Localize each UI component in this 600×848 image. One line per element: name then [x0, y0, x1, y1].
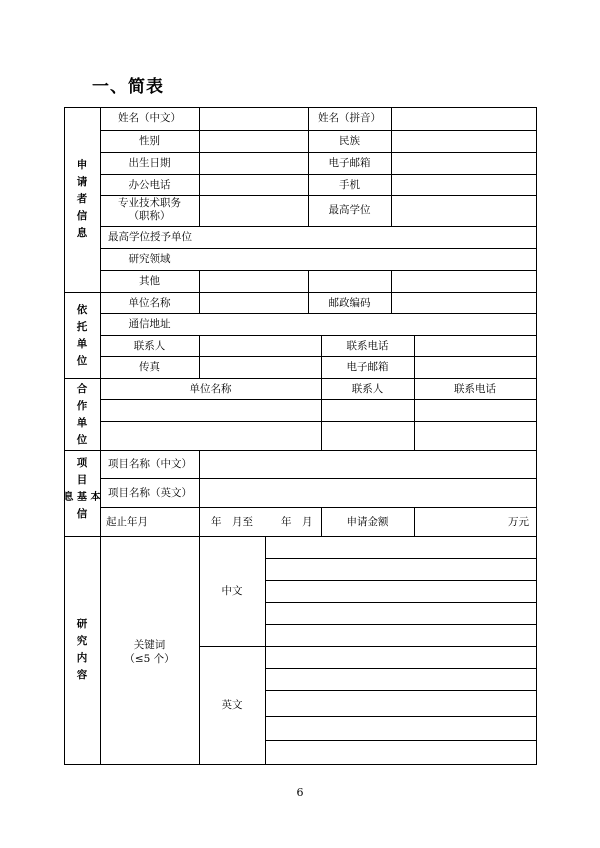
label-research-field: 研究领域 [128, 253, 171, 265]
label-project-name-cn: 项目名称（中文） [108, 458, 192, 470]
label-host-contact: 联系人 [133, 340, 166, 352]
label-project-name-en: 项目名称（英文） [108, 487, 192, 499]
label-host-unit: 单位名称 [128, 297, 171, 309]
label-host-contact-phone: 联系电话 [346, 340, 389, 352]
project-section-char-2: 目 [76, 474, 88, 486]
label-fax: 传真 [139, 361, 160, 373]
applicant-section-label: 申请者信息 [76, 159, 88, 239]
label-partner-phone: 联系电话 [454, 383, 496, 395]
page-number: 6 [296, 786, 304, 799]
label-birth-date: 出生日期 [128, 157, 171, 169]
page-title: 一、简表 [92, 77, 164, 97]
label-ethnicity: 民族 [339, 135, 360, 147]
label-postal-code: 邮政编码 [328, 297, 371, 309]
label-title-line1: 专业技术职务 [118, 197, 181, 209]
label-host-email: 电子邮箱 [346, 361, 389, 373]
label-office-phone: 办公电话 [128, 179, 171, 191]
host-section-label: 依托单位 [76, 304, 88, 367]
label-keywords: 关键词 [133, 639, 166, 651]
label-degree-unit: 最高学位授予单位 [108, 231, 192, 243]
label-year-1: 年 [211, 516, 222, 528]
research-section-label: 研究内容 [76, 618, 88, 681]
label-period: 起止年月 [106, 516, 148, 528]
partner-section-label: 合作单位 [76, 383, 88, 446]
label-mobile: 手机 [339, 179, 360, 191]
label-email: 电子邮箱 [328, 157, 371, 169]
label-other: 其他 [139, 275, 160, 287]
project-section-char-1: 项 [76, 457, 88, 469]
label-degree: 最高学位 [328, 204, 371, 216]
label-keywords-limit: （≤5 个） [124, 653, 175, 665]
label-english: 英文 [221, 699, 243, 711]
label-month-to: 月至 [232, 516, 253, 528]
label-amount: 申请金额 [346, 516, 389, 528]
label-month-2: 月 [302, 516, 313, 528]
label-chinese: 中文 [221, 585, 243, 597]
label-address: 通信地址 [128, 318, 171, 330]
label-name-cn: 姓名（中文） [118, 112, 181, 124]
label-title-line2: （职称） [128, 210, 171, 222]
label-year-2: 年 [281, 516, 292, 528]
label-partner-unit: 单位名称 [189, 383, 232, 395]
project-section-char-3: 息 基 本 [63, 492, 101, 503]
label-partner-contact: 联系人 [351, 383, 384, 395]
project-section-char-4: 信 [76, 508, 88, 520]
label-name-pinyin: 姓名（拼音） [318, 112, 381, 124]
label-amount-unit: 万元 [508, 516, 529, 528]
label-gender: 性别 [139, 135, 160, 147]
